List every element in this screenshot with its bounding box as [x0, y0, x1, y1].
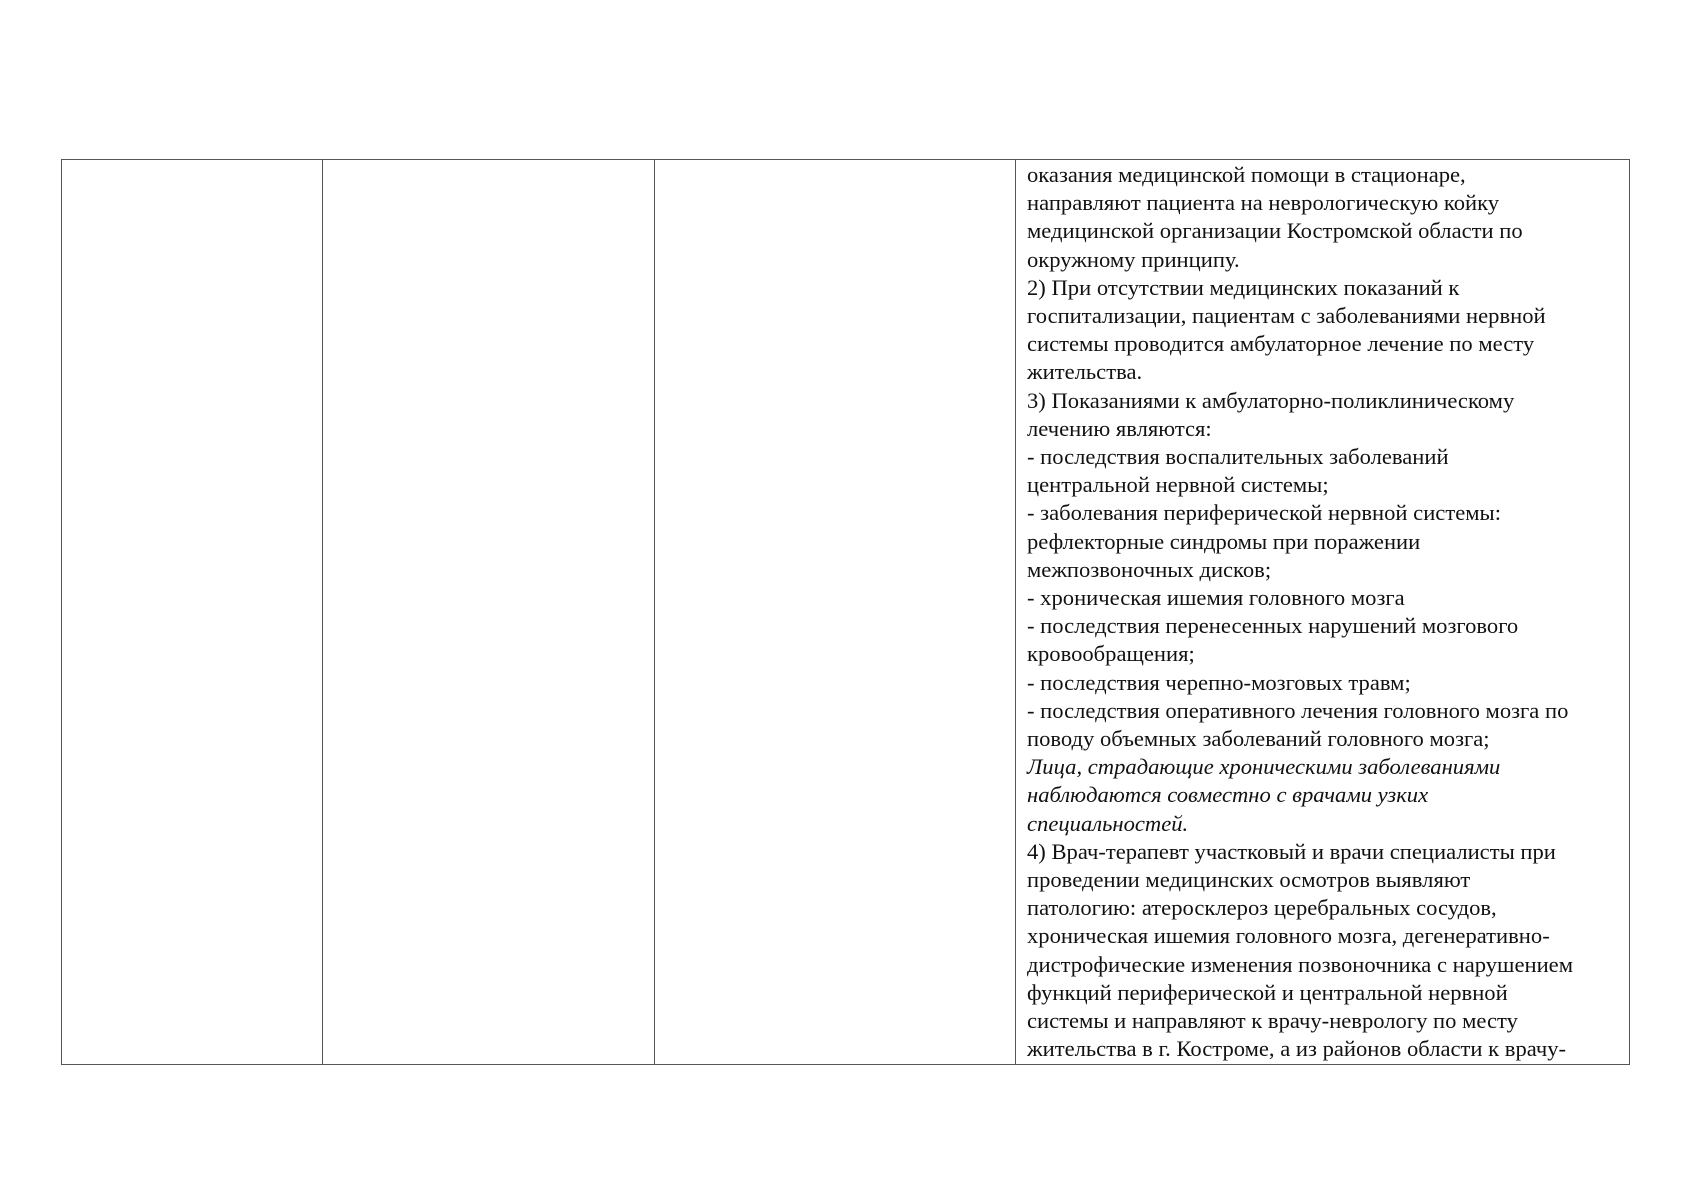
text-line: направляют пациента на неврологическую койку — [1027, 190, 1500, 216]
text-line: 2) При отсутствии медицинских показаний к — [1027, 274, 1460, 300]
text-line: наблюдаются совместно с врачами узких — [1027, 782, 1429, 808]
text-line: жительства в г. Костроме, а из районов области к врачу- — [1027, 1036, 1567, 1062]
text-line: специальностей. — [1027, 810, 1189, 836]
cell-text-block — [1016, 161, 1629, 1064]
text-line: дистрофические изменения позвоночника с нарушением — [1027, 951, 1573, 977]
text-line: патологию: атеросклероз церебральных сосудов, — [1027, 895, 1497, 921]
text-line: 3) Показаниями к амбулаторно-поликлиническому — [1027, 387, 1515, 413]
text-line: - заболевания периферической нервной системы: — [1027, 500, 1501, 526]
text-line: медицинской организации Костромской области по — [1027, 218, 1523, 244]
table-cell-col4 — [1016, 160, 1630, 1065]
text-line: - хроническая ишемия головного мозга — [1027, 585, 1405, 611]
text-line: хроническая ишемия головного мозга, дегенеративно- — [1027, 923, 1550, 949]
table-cell-col3 — [655, 160, 1016, 1065]
text-line: системы и направляют к врачу-неврологу по месту — [1027, 1008, 1518, 1034]
text-line: центральной нервной системы; — [1027, 472, 1329, 498]
text-line: Лица, страдающие хроническими заболеваниями — [1027, 754, 1501, 780]
text-line: проведении медицинских осмотров выявляют — [1027, 867, 1471, 893]
text-line: госпитализации, пациентам с заболеваниями нервной — [1027, 303, 1546, 329]
text-line: системы проводится амбулаторное лечение по месту — [1027, 331, 1535, 357]
text-line: оказания медицинской помощи в стационаре, — [1027, 162, 1466, 187]
text-line: жительства. — [1027, 359, 1143, 385]
table-cell-col2 — [323, 160, 655, 1065]
text-line: - последствия перенесенных нарушений мозгового — [1027, 613, 1519, 639]
text-line: кровообращения; — [1027, 641, 1195, 667]
table-cell-col1 — [62, 160, 323, 1065]
text-line: - последствия черепно-мозговых травм; — [1027, 669, 1411, 695]
table-row — [62, 160, 1630, 1065]
text-line: - последствия оперативного лечения головного мозга по — [1027, 697, 1569, 723]
text-line: окружному принципу. — [1027, 246, 1240, 272]
text-line: функций периферической и центральной нервной — [1027, 979, 1508, 1005]
text-line: лечению являются: — [1027, 415, 1212, 441]
text-line: межпозвоночных дисков; — [1027, 556, 1272, 582]
text-line: - последствия воспалительных заболеваний — [1027, 444, 1449, 470]
text-line: рефлекторные синдромы при поражении — [1027, 528, 1421, 554]
text-line: 4) Врач-терапевт участковый и врачи специалисты при — [1027, 838, 1556, 864]
document-table — [61, 159, 1630, 1065]
text-line: поводу объемных заболеваний головного мозга; — [1027, 726, 1490, 752]
